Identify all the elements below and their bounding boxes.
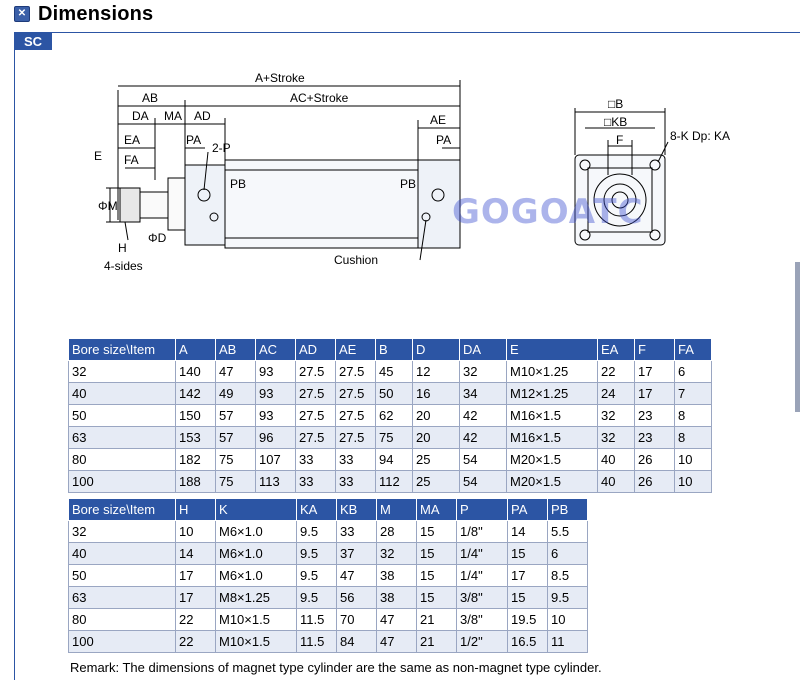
table-row bbox=[69, 361, 712, 383]
table-cell: 94 bbox=[376, 449, 413, 471]
table-cell: M6×1.0 bbox=[216, 543, 297, 565]
label-ea: EA bbox=[124, 133, 141, 147]
table-cell: M10×1.5 bbox=[216, 609, 297, 631]
table-cell: 22 bbox=[176, 609, 216, 631]
table-cell: 27.5 bbox=[296, 405, 336, 427]
table-cell: 27.5 bbox=[336, 361, 376, 383]
table-cell: 84 bbox=[337, 631, 377, 653]
label-a-stroke: A+Stroke bbox=[255, 71, 305, 85]
table-cell: M20×1.5 bbox=[507, 449, 598, 471]
table-cell: 15 bbox=[417, 587, 457, 609]
table-cell: 107 bbox=[256, 449, 296, 471]
label-phi-d: ΦD bbox=[148, 231, 167, 245]
remark-text: Remark: The dimensions of magnet type cylinder are the same as non-magnet type cylinder. bbox=[70, 660, 602, 675]
table-cell: 93 bbox=[256, 405, 296, 427]
table-cell: 37 bbox=[337, 543, 377, 565]
column-header: AD bbox=[296, 339, 336, 361]
table-cell: 33 bbox=[296, 449, 336, 471]
label-pa-left: PA bbox=[186, 133, 202, 147]
table-cell: 26 bbox=[635, 471, 675, 493]
label-ac-stroke: AC+Stroke bbox=[290, 91, 349, 105]
table-cell: M16×1.5 bbox=[507, 405, 598, 427]
table-cell: 32 bbox=[377, 543, 417, 565]
table-cell: 153 bbox=[176, 427, 216, 449]
table-cell: 1/8" bbox=[457, 521, 508, 543]
table-cell: 1/4" bbox=[457, 565, 508, 587]
table-row bbox=[69, 405, 712, 427]
table-cell: 188 bbox=[176, 471, 216, 493]
table-cell: 38 bbox=[377, 565, 417, 587]
table-cell: 50 bbox=[69, 565, 176, 587]
table-cell: 17 bbox=[176, 587, 216, 609]
table-row bbox=[69, 543, 588, 565]
table-cell: 50 bbox=[69, 405, 176, 427]
table-cell: 45 bbox=[376, 361, 413, 383]
table-cell: 19.5 bbox=[508, 609, 548, 631]
table-cell: 40 bbox=[69, 383, 176, 405]
label-four-sides: 4-sides bbox=[104, 259, 143, 273]
label-ae: AE bbox=[430, 113, 447, 127]
section-icon: ✕ bbox=[14, 6, 30, 22]
table-cell: 47 bbox=[377, 609, 417, 631]
table-cell: 62 bbox=[376, 405, 413, 427]
table-cell: 8.5 bbox=[548, 565, 588, 587]
table-cell: 14 bbox=[508, 521, 548, 543]
table-cell: 17 bbox=[508, 565, 548, 587]
table-cell: 15 bbox=[508, 587, 548, 609]
table-row bbox=[69, 631, 588, 653]
table-cell: M6×1.0 bbox=[216, 565, 297, 587]
table-cell: 63 bbox=[69, 427, 176, 449]
table-cell: 40 bbox=[598, 449, 635, 471]
table-cell: 9.5 bbox=[297, 543, 337, 565]
label-b: □B bbox=[608, 97, 624, 111]
table-cell: 50 bbox=[376, 383, 413, 405]
table-cell: 33 bbox=[336, 449, 376, 471]
table-cell: 17 bbox=[635, 383, 675, 405]
table-cell: 93 bbox=[256, 383, 296, 405]
label-da: DA bbox=[132, 109, 149, 123]
table-cell: 182 bbox=[176, 449, 216, 471]
label-kb: □KB bbox=[604, 115, 628, 129]
label-ka: 8-K Dp: KA bbox=[670, 129, 731, 143]
label-pb-right: PB bbox=[400, 177, 417, 191]
table-cell: 32 bbox=[69, 361, 176, 383]
table-cell: 93 bbox=[256, 361, 296, 383]
table-cell: 112 bbox=[376, 471, 413, 493]
table-cell: 17 bbox=[635, 361, 675, 383]
table-cell: 28 bbox=[377, 521, 417, 543]
table-cell: 57 bbox=[216, 427, 256, 449]
table-cell: 34 bbox=[460, 383, 507, 405]
table-cell: 32 bbox=[598, 427, 635, 449]
table-cell: 21 bbox=[417, 631, 457, 653]
table-cell: M20×1.5 bbox=[507, 471, 598, 493]
table-cell: 8 bbox=[675, 405, 712, 427]
column-header: PB bbox=[548, 499, 588, 521]
table-row bbox=[69, 427, 712, 449]
table-cell: 12 bbox=[413, 361, 460, 383]
edge-scrollbar bbox=[795, 262, 800, 412]
label-cushion: Cushion bbox=[334, 253, 379, 267]
label-h: H bbox=[118, 241, 127, 255]
table-cell: 20 bbox=[413, 427, 460, 449]
column-header: D bbox=[413, 339, 460, 361]
table-cell: 10 bbox=[176, 521, 216, 543]
table-cell: 42 bbox=[460, 427, 507, 449]
table-cell: 38 bbox=[377, 587, 417, 609]
table-cell: 27.5 bbox=[336, 427, 376, 449]
label-pb-left: PB bbox=[230, 177, 247, 191]
table-cell: 16 bbox=[413, 383, 460, 405]
table-cell: 6 bbox=[548, 543, 588, 565]
table-cell: 22 bbox=[598, 361, 635, 383]
column-header: B bbox=[376, 339, 413, 361]
table-cell: 3/8" bbox=[457, 609, 508, 631]
table-cell: 80 bbox=[69, 449, 176, 471]
page-title: Dimensions bbox=[38, 2, 154, 25]
table-cell: 21 bbox=[417, 609, 457, 631]
table-cell: 22 bbox=[176, 631, 216, 653]
table-cell: 32 bbox=[69, 521, 176, 543]
label-ma: MA bbox=[164, 109, 182, 123]
table-cell: 5.5 bbox=[548, 521, 588, 543]
table-cell: M12×1.25 bbox=[507, 383, 598, 405]
column-header: A bbox=[176, 339, 216, 361]
table-cell: 57 bbox=[216, 405, 256, 427]
table-cell: 9.5 bbox=[297, 565, 337, 587]
column-header: FA bbox=[675, 339, 712, 361]
table-cell: 140 bbox=[176, 361, 216, 383]
table-cell: 32 bbox=[460, 361, 507, 383]
table-cell: 47 bbox=[337, 565, 377, 587]
table-cell: 23 bbox=[635, 405, 675, 427]
table-cell: 9.5 bbox=[548, 587, 588, 609]
table-cell: 80 bbox=[69, 609, 176, 631]
table-cell: 16.5 bbox=[508, 631, 548, 653]
table-cell: 9.5 bbox=[297, 587, 337, 609]
table-cell: 9.5 bbox=[297, 521, 337, 543]
table-cell: 11.5 bbox=[297, 609, 337, 631]
table-cell: 27.5 bbox=[336, 405, 376, 427]
column-header: K bbox=[216, 499, 297, 521]
label-ab: AB bbox=[142, 91, 159, 105]
column-header: P bbox=[457, 499, 508, 521]
table-cell: 33 bbox=[336, 471, 376, 493]
table-row bbox=[69, 565, 588, 587]
table-row bbox=[69, 587, 588, 609]
table-cell: 25 bbox=[413, 449, 460, 471]
table-cell: M6×1.0 bbox=[216, 521, 297, 543]
table-cell: 54 bbox=[460, 471, 507, 493]
table-cell: 15 bbox=[508, 543, 548, 565]
table-cell: M16×1.5 bbox=[507, 427, 598, 449]
table-cell: 6 bbox=[675, 361, 712, 383]
table-cell: 27.5 bbox=[296, 383, 336, 405]
label-f: F bbox=[616, 133, 624, 147]
table-cell: 15 bbox=[417, 565, 457, 587]
table-cell: 1/2" bbox=[457, 631, 508, 653]
table-cell: 25 bbox=[413, 471, 460, 493]
table-cell: 17 bbox=[176, 565, 216, 587]
table-cell: 33 bbox=[337, 521, 377, 543]
column-header: F bbox=[635, 339, 675, 361]
table-cell: 70 bbox=[337, 609, 377, 631]
table-cell: M10×1.5 bbox=[216, 631, 297, 653]
table-cell: 24 bbox=[598, 383, 635, 405]
table-cell: 113 bbox=[256, 471, 296, 493]
table-cell: 15 bbox=[417, 543, 457, 565]
table-cell: 63 bbox=[69, 587, 176, 609]
table-row bbox=[69, 521, 588, 543]
column-header: Bore size\Item bbox=[69, 499, 176, 521]
dimension-table-1 bbox=[68, 338, 712, 493]
label-e: E bbox=[94, 149, 103, 163]
table-cell: 10 bbox=[675, 449, 712, 471]
label-fa: FA bbox=[124, 153, 139, 167]
table-cell: 40 bbox=[69, 543, 176, 565]
column-header: EA bbox=[598, 339, 635, 361]
column-header: E bbox=[507, 339, 598, 361]
table-cell: 8 bbox=[675, 427, 712, 449]
column-header: Bore size\Item bbox=[69, 339, 176, 361]
table-cell: 27.5 bbox=[296, 361, 336, 383]
table-cell: 10 bbox=[675, 471, 712, 493]
table-cell: 14 bbox=[176, 543, 216, 565]
table-cell: 47 bbox=[377, 631, 417, 653]
table-cell: 20 bbox=[413, 405, 460, 427]
table-cell: 54 bbox=[460, 449, 507, 471]
section-header bbox=[14, 0, 153, 28]
table-cell: 49 bbox=[216, 383, 256, 405]
table-cell: 42 bbox=[460, 405, 507, 427]
table-cell: M8×1.25 bbox=[216, 587, 297, 609]
column-header: AE bbox=[336, 339, 376, 361]
column-header: PA bbox=[508, 499, 548, 521]
table-cell: 100 bbox=[69, 471, 176, 493]
table-cell: 47 bbox=[216, 361, 256, 383]
table-cell: 26 bbox=[635, 449, 675, 471]
column-header: AC bbox=[256, 339, 296, 361]
table-cell: 75 bbox=[216, 471, 256, 493]
column-header: H bbox=[176, 499, 216, 521]
table-cell: 40 bbox=[598, 471, 635, 493]
table-row bbox=[69, 449, 712, 471]
watermark: GOGOATC bbox=[452, 192, 644, 232]
table-cell: 32 bbox=[598, 405, 635, 427]
table-cell: 142 bbox=[176, 383, 216, 405]
table-cell: 11.5 bbox=[297, 631, 337, 653]
table-cell: 75 bbox=[376, 427, 413, 449]
table-cell: 150 bbox=[176, 405, 216, 427]
table-cell: 3/8" bbox=[457, 587, 508, 609]
table-cell: 15 bbox=[417, 521, 457, 543]
table-cell: 7 bbox=[675, 383, 712, 405]
column-header: AB bbox=[216, 339, 256, 361]
table-cell: 23 bbox=[635, 427, 675, 449]
column-header: KA bbox=[297, 499, 337, 521]
model-tab: SC bbox=[14, 32, 52, 50]
table-row bbox=[69, 609, 588, 631]
table-cell: 100 bbox=[69, 631, 176, 653]
table-cell: 27.5 bbox=[336, 383, 376, 405]
table-cell: 56 bbox=[337, 587, 377, 609]
column-header: DA bbox=[460, 339, 507, 361]
table-cell: 10 bbox=[548, 609, 588, 631]
table-cell: 75 bbox=[216, 449, 256, 471]
column-header: MA bbox=[417, 499, 457, 521]
dimension-table-2 bbox=[68, 498, 588, 653]
table-cell: 1/4" bbox=[457, 543, 508, 565]
label-ad: AD bbox=[194, 109, 211, 123]
column-header: KB bbox=[337, 499, 377, 521]
table-row bbox=[69, 471, 712, 493]
label-pa-right: PA bbox=[436, 133, 452, 147]
label-phi-m: ΦM bbox=[98, 199, 118, 213]
column-header: M bbox=[377, 499, 417, 521]
table-cell: 96 bbox=[256, 427, 296, 449]
table-cell: 33 bbox=[296, 471, 336, 493]
table-cell: M10×1.25 bbox=[507, 361, 598, 383]
table-row bbox=[69, 383, 712, 405]
table-cell: 11 bbox=[548, 631, 588, 653]
cylinder-dimension-drawing bbox=[80, 60, 760, 280]
label-port: 2-P bbox=[212, 141, 231, 155]
table-cell: 27.5 bbox=[296, 427, 336, 449]
